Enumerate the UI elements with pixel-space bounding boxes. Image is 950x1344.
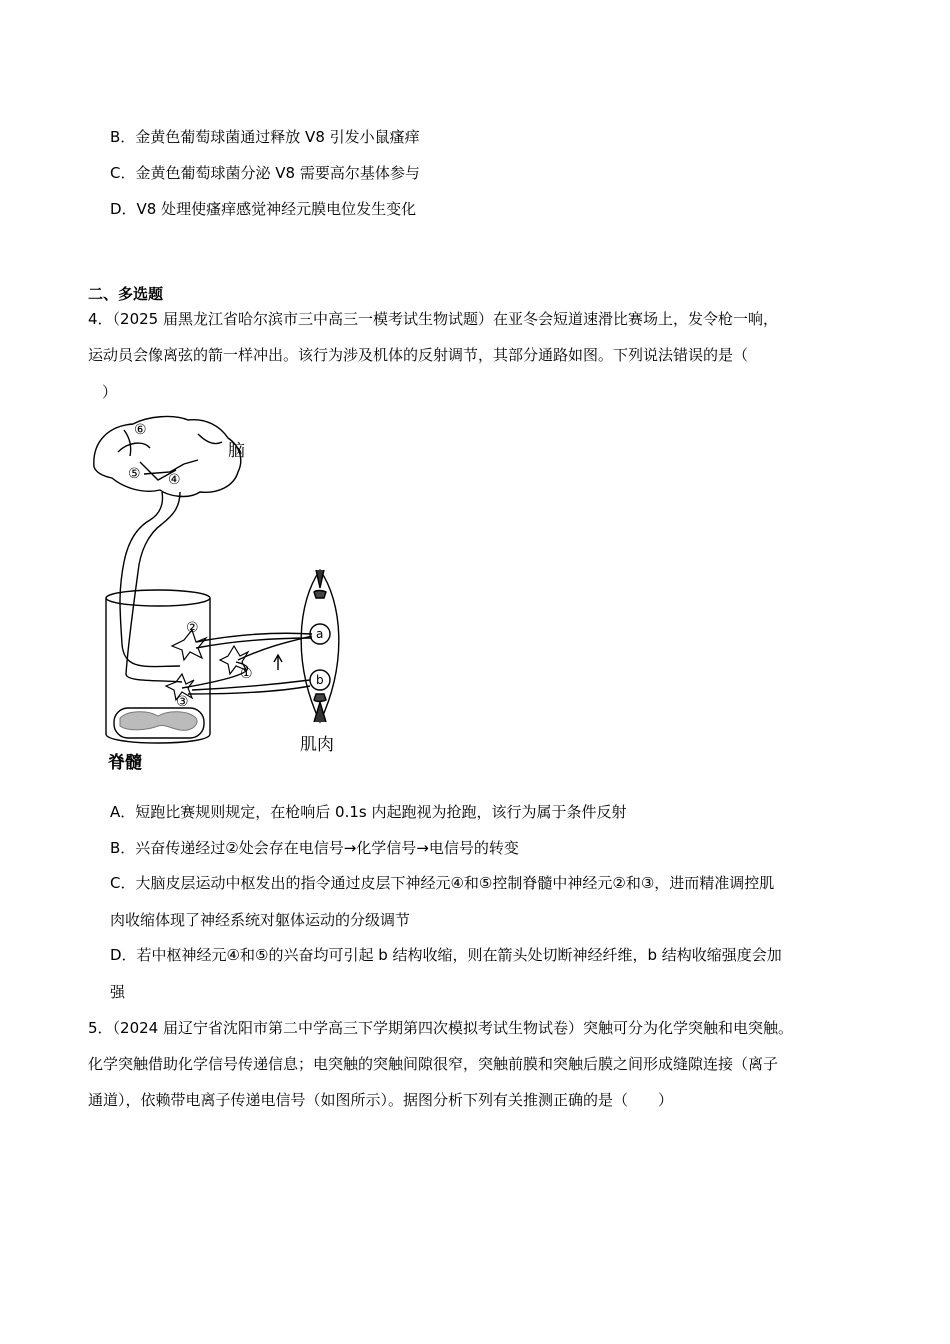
q4-option-c-line1: C．大脑皮层运动中枢发出的指令通过皮层下神经元④和⑤控制脊髓中神经元②和③，进而精准调控肌 [110,874,775,892]
label-spinal: 脊髓 [108,753,142,773]
option-c-prev: C．金黄色葡萄球菌分泌 V8 需要高尔基体参与 [110,164,420,182]
label-4: ④ [168,472,181,488]
q4-option-c-line2: 肉收缩体现了神经系统对躯体运动的分级调节 [110,911,411,929]
q5-line1: 5．（2024 届辽宁省沈阳市第二中学高三下学期第四次模拟考试生物试卷）突触可分为化学突触和电突触。 [88,1019,793,1037]
spinal-cord-top [106,590,210,606]
reflex-pathway-diagram [88,412,358,777]
q5-line3: 通道），依赖带电离子传递电信号（如图所示）。据图分析下列有关推测正确的是（ ） [88,1091,674,1109]
q4-option-d-line2: 强 [110,983,126,1001]
label-3: ③ [176,694,189,710]
q4-stem-line3: ） [102,383,118,401]
q4-option-a: A．短跑比赛规则规定，在枪响后 0.1s 内起跑视为抢跑，该行为属于条件反射 [110,803,627,821]
option-b-prev: B．金黄色葡萄球菌通过释放 V8 引发小鼠瘙痒 [110,128,420,146]
label-muscle: 肌肉 [300,735,334,755]
label-brain: 脑 [228,441,245,461]
q4-option-d-line1: D．若中枢神经元④和⑤的兴奋均可引起 b 结构收缩，则在箭头处切断神经纤维，b 结构收缩强度会加 [110,946,782,964]
q4-stem-line2: 运动员会像离弦的箭一样冲出。该行为涉及机体的反射调节，其部分通路如图。下列说法错误的是（ [88,346,749,364]
label-1: ① [240,666,253,682]
q4-option-b: B．兴奋传递经过②处会存在电信号→化学信号→电信号的转变 [110,839,519,857]
q4-stem-line1: 4．（2025 届黑龙江省哈尔滨市三中高三一模考试生物试题）在亚冬会短道速滑比赛场上，发令枪一响， [88,310,778,328]
option-d-prev: D．V8 处理使瘙痒感觉神经元膜电位发生变化 [110,200,417,218]
q5-line2: 化学突触借助化学信号传递信息；电突触的突触间隙很窄，突触前膜和突触后膜之间形成缝隙连接（离子 [88,1055,779,1073]
label-6: ⑥ [134,422,147,438]
section-heading: 二、多选题 [88,285,164,303]
label-a: a [316,627,324,641]
label-b: b [316,673,324,687]
label-2: ② [186,620,199,636]
label-5: ⑤ [128,466,141,482]
